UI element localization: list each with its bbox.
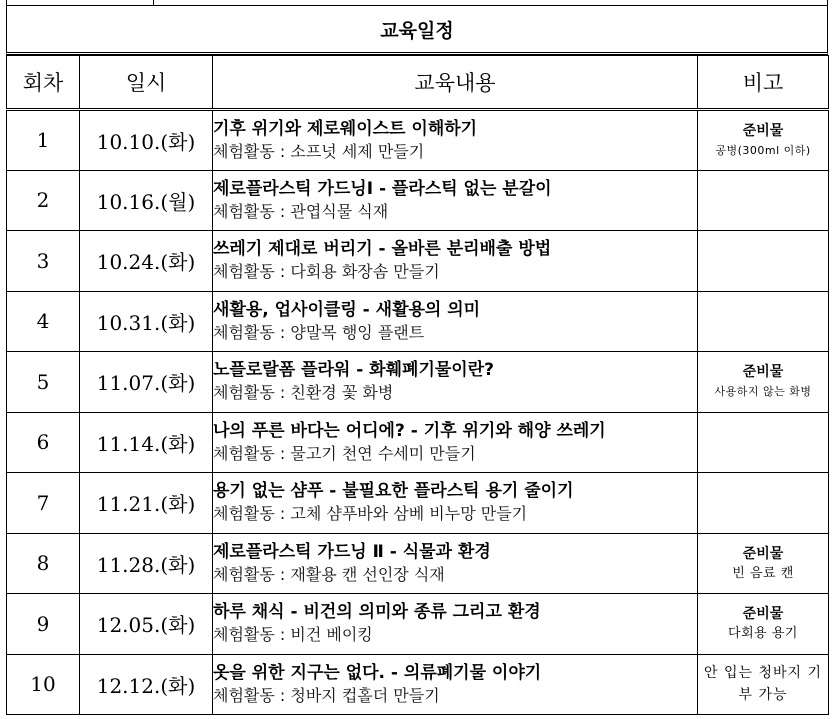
session-activity: 체험활동 : 소프넛 세제 만들기 [213,141,425,161]
session-number: 2 [7,170,80,231]
table-row [7,291,829,352]
session-topic: 쓰레기 제대로 버리기 - 올바른 분리배출 방법 [213,239,552,260]
schedule-title: 교육일정 [380,19,454,42]
table-row [7,533,829,594]
session-content [213,594,698,655]
session-note [698,231,829,292]
session-topic: 나의 푸른 바다는 어디에? - 기후 위기와 해양 쓰레기 [213,420,606,441]
session-activity: 체험활동 : 고체 샴푸바와 삼베 비누망 만들기 [213,504,528,524]
session-date: 10.24.(화) [80,231,213,292]
session-content [213,231,698,292]
session-number: 8 [7,533,80,594]
table-row [7,170,829,231]
header-note: 비고 [698,56,829,110]
session-content [213,110,698,171]
session-topic: 노플로랄폼 플라워 - 화훼폐기물이란? [213,360,495,381]
session-number: 7 [7,473,80,534]
session-topic: 하루 채식 - 비건의 의미와 종류 그리고 환경 [213,602,541,623]
schedule-title-bar [6,5,828,55]
session-topic: 용기 없는 샴푸 - 불필요한 플라스틱 용기 줄이기 [213,481,574,502]
session-topic: 옷을 위한 지구는 없다. - 의류폐기물 이야기 [213,662,542,683]
table-row [7,473,829,534]
session-date: 11.28.(화) [80,533,213,594]
note-body: 빈 음료 캔 [732,565,794,581]
session-note [698,291,829,352]
session-date: 10.10.(화) [80,110,213,171]
session-topic: 기후 위기와 제로웨이스트 이해하기 [213,118,478,139]
session-note [698,533,829,594]
schedule-table [6,55,829,715]
session-activity: 체험활동 : 재활용 캔 선인장 식재 [213,564,445,584]
header-no: 회차 [7,56,80,110]
note-body: 공병(300ml 이하) [715,143,811,157]
table-row [7,594,829,655]
session-activity: 체험활동 : 다회용 화장솜 만들기 [213,262,440,282]
session-date: 12.12.(화) [80,654,213,715]
session-number: 9 [7,594,80,655]
session-date: 11.21.(화) [80,473,213,534]
note-title: 준비물 [742,606,784,623]
session-content [213,654,698,715]
session-activity: 체험활동 : 청바지 컵홀더 만들기 [213,685,440,705]
note-title: 준비물 [742,122,784,139]
session-topic: 제로플라스틱 가드닝Ⅰ - 플라스틱 없는 분갈이 [213,178,552,199]
header-row [7,56,829,110]
session-date: 10.16.(월) [80,170,213,231]
session-date: 11.14.(화) [80,412,213,473]
session-content [213,170,698,231]
session-date: 10.31.(화) [80,291,213,352]
session-note [698,412,829,473]
session-note [698,110,829,171]
session-content [213,412,698,473]
session-note [698,170,829,231]
session-number: 6 [7,412,80,473]
session-topic: 제로플라스틱 가드닝 Ⅱ - 식물과 환경 [213,541,491,562]
note-body: 사용하지 않는 화병 [714,385,812,399]
note-title: 준비물 [742,545,784,562]
session-content [213,533,698,594]
session-note [698,473,829,534]
table-row [7,352,829,413]
session-activity: 체험활동 : 비건 베이킹 [213,625,373,645]
session-activity: 체험활동 : 친환경 꽃 화병 [213,383,394,403]
table-row [7,412,829,473]
session-date: 11.07.(화) [80,352,213,413]
note-body: 안 입는 청바지 기부 가능 [703,665,823,704]
session-note [698,594,829,655]
session-activity: 체험활동 : 물고기 천연 수세미 만들기 [213,443,476,463]
table-row [7,110,829,171]
session-activity: 체험활동 : 양말목 행잉 플랜트 [213,322,425,342]
session-number: 5 [7,352,80,413]
session-topic: 새활용, 업사이클링 - 새활용의 의미 [213,299,481,320]
header-date: 일시 [80,56,213,110]
note-body: 다회용 용기 [728,626,798,642]
session-content [213,291,698,352]
session-content [213,473,698,534]
session-note [698,352,829,413]
session-note [698,654,829,715]
session-number: 3 [7,231,80,292]
session-date: 12.05.(화) [80,594,213,655]
table-row [7,654,829,715]
header-content: 교육내용 [213,56,698,110]
note-title: 준비물 [742,364,784,381]
session-number: 4 [7,291,80,352]
session-content [213,352,698,413]
session-activity: 체험활동 : 관엽식물 식재 [213,201,389,221]
session-number: 10 [7,654,80,715]
table-row [7,231,829,292]
session-number: 1 [7,110,80,171]
